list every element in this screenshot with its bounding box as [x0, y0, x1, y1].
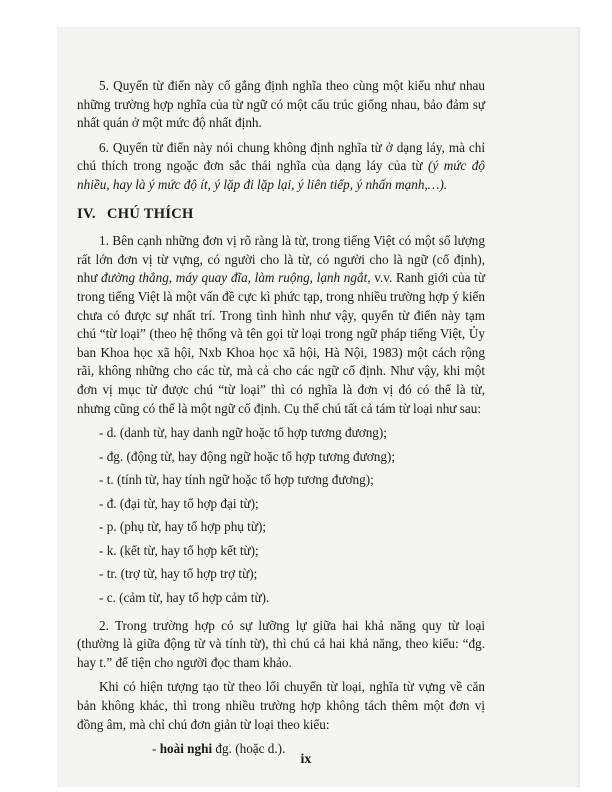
- paragraph-6-text: 6. Quyển từ điển này nói chung không định nghĩa từ ở dạng láy, mà chỉ chú thích trong ngoặc đơn sắc thái nghĩa của dạng láy của từ: [77, 139, 485, 174]
- page-number: ix: [300, 752, 312, 767]
- list-item: - tr. (trợ từ, hay tổ hợp trợ từ);: [99, 566, 258, 582]
- paragraph-5: 5. Quyển từ điển này cố gắng định nghĩa theo cùng một kiểu như nhau những trường hợp nghĩa của từ ngữ có một cấu trúc giống nhau, bảo đảm sự nhất quán ở một mức độ nhất định.: [77, 78, 485, 131]
- note-1-text-b: v.v. Ranh giới của từ trong tiếng Việt là một vấn đề cực kì phức tạp, trong nhiều trường hợp ý kiến chưa có được sự nhất trí. Trong tình hình như vậy, quyển từ điển này tạm chú “từ loại” (theo hệ thống và tên gọi từ loại trong ngữ pháp tiếng Việt, Ủy ban Khoa học xã hội, Nxb Khoa học xã hội, Hà Nội, 1983) một cách rộng rãi, không những cho các từ, mà cả cho các ngữ cố định. Như vậy, khi một đơn vị mục từ được chú “từ loại” thì có nghĩa là đơn vị đó có thể là từ, nhưng cũng có thể là một ngữ cố định. Cụ thể chú tất cả tám từ loại như sau:: [77, 270, 485, 416]
- list-item: - đg. (động từ, hay động ngữ hoặc tổ hợp tương đương);: [99, 448, 396, 464]
- list-item: - t. (tính từ, hay tính ngữ hoặc tổ hợp tương đương);: [99, 472, 374, 488]
- section-number: IV.: [77, 205, 96, 222]
- paragraph-6-italic: (ý mức độ nhiều, hay là ý mức độ ít, ý lặp đi lặp lại, ý liên tiếp, ý nhấn mạnh,…).: [77, 158, 485, 192]
- note-1-text-a: 1. Bên cạnh những đơn vị rõ ràng là từ, trong tiếng Việt có một số lượng rất lớn đơn vị từ vựng, có người cho là từ, có người cho là ngữ (cố định), như: [77, 233, 485, 286]
- list-item: - p. (phụ từ, hay tổ hợp phụ từ);: [99, 519, 267, 535]
- paragraph-6: [77, 139, 485, 195]
- list-item: - c. (cảm từ, hay tổ hợp cảm từ).: [99, 589, 270, 605]
- example-headword: hoài nghi: [159, 741, 213, 757]
- page-content: [77, 77, 485, 759]
- part-of-speech-list: [77, 424, 485, 607]
- note-2: 2. Trong trường hợp có sự lưỡng lự giữa hai khả năng quy từ loại (thường là giữa động từ và tính từ), thì chú cả hai khả năng, theo kiểu: “đg. hay t.” để tiện cho người đọc tham khảo.: [77, 617, 485, 670]
- note-1: [77, 232, 485, 418]
- note-1-examples: đường thẳng, máy quay đĩa, làm ruộng, lạnh ngắt,: [101, 270, 371, 286]
- section-heading: [77, 205, 485, 224]
- example-label: đg. (hoặc d.).: [215, 741, 286, 757]
- note-3: Khi có hiện tượng tạo từ theo lối chuyển từ loại, nghĩa từ vựng về căn bản không khác, thì trong nhiều trường hợp không tách thêm một đơn vị đồng âm, mà chỉ chú đơn giản từ loại theo kiểu:: [77, 679, 485, 732]
- list-item: - d. (danh từ, hay danh ngữ hoặc tổ hợp tương đương);: [99, 425, 387, 441]
- example-dash: -: [152, 741, 157, 757]
- list-item: - đ. (đại từ, hay tổ hợp đại từ);: [99, 495, 259, 511]
- section-title: CHÚ THÍCH: [107, 205, 194, 222]
- list-item: - k. (kết từ, hay tổ hợp kết từ);: [99, 542, 259, 558]
